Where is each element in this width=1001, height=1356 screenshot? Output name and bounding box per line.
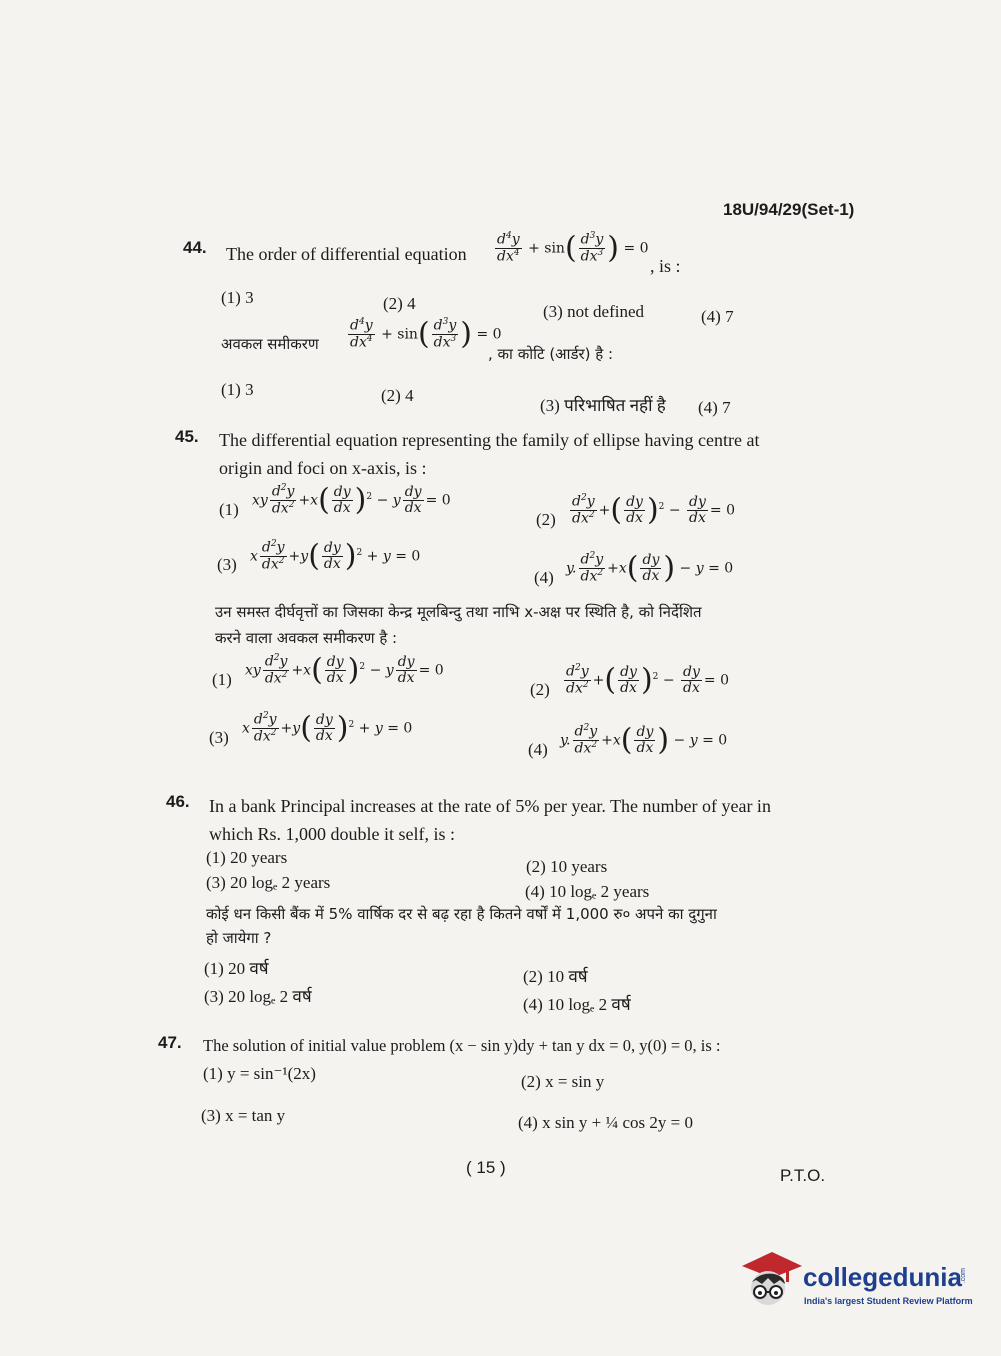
- question-text: The solution of initial value problem (x − sin y)dy + tan y dx = 0, y(0) = 0, is :: [203, 1036, 721, 1055]
- option-1: (1) 3: [221, 288, 254, 307]
- question-text-hindi-line1: उन समस्त दीर्घवृत्तों का जिसका केन्द्र मूलबिन्दु तथा नाभि x-अक्ष पर स्थिति है, को निर्देशित: [215, 603, 702, 621]
- option-3-equation-hindi: x $\frac{d^2y}{dx^2}$ +y( $\frac{dy}{dx}$ )$^2$ + y = 0: [242, 710, 413, 746]
- option-2-hindi: (2) 4: [381, 386, 414, 405]
- option-label-3: (3): [217, 555, 237, 574]
- question-text-line2: which Rs. 1,000 double it self, is :: [209, 824, 455, 844]
- logo-domain: .com: [960, 1268, 967, 1284]
- logo-wordmark: collegedunia: [803, 1262, 962, 1292]
- question-text-line1: In a bank Principal increases at the rate of 5% per year. The number of year in: [209, 796, 771, 816]
- logo-tagline: India's largest Student Review Platform: [804, 1296, 973, 1306]
- option-2-equation: $\frac{d^2y}{dx^2}$ +( $\frac{dy}{dx}$ )$^2$ − $\frac{dy}{dx}$ = 0: [572, 492, 736, 528]
- question-suffix-hindi: , का कोटि (आर्डर) है :: [488, 345, 614, 363]
- paper-code: 18U/94/29(Set-1): [723, 200, 855, 219]
- option-2-hindi: (2) 10 वर्ष: [523, 967, 588, 986]
- option-label-4: (4): [534, 568, 554, 587]
- question-number: 46.: [166, 792, 190, 811]
- option-4: (4) x sin y + ¼ cos 2y = 0: [518, 1113, 693, 1132]
- option-4: (4) 7: [701, 307, 734, 326]
- question-text-hindi-line2: हो जायेगा ?: [206, 929, 272, 947]
- option-4-hindi: (4) 7: [698, 398, 731, 417]
- option-label-2-hindi: (2): [530, 680, 550, 699]
- question-suffix: , is :: [650, 256, 681, 276]
- option-4: (4) 10 logₑ 2 years: [525, 882, 650, 901]
- question-text-line1: The differential equation representing the family of ellipse having centre at: [219, 430, 760, 450]
- question-text-hindi-line1: कोई धन किसी बैंक में 5% वार्षिक दर से बढ़ रहा है कितने वर्षों में 1,000 रु० अपने का दुगुना: [206, 905, 717, 923]
- option-3-equation: x $\frac{d^2y}{dx^2}$ +y( $\frac{dy}{dx}$ )$^2$ + y = 0: [250, 538, 421, 574]
- option-3: (3) 20 logₑ 2 years: [206, 873, 331, 892]
- option-label-4-hindi: (4): [528, 740, 548, 759]
- option-2: (2) x = sin y: [521, 1072, 605, 1091]
- option-label-1-hindi: (1): [212, 670, 232, 689]
- mascot-icon: [740, 1250, 802, 1312]
- option-1-equation-hindi: xy $\frac{d^2y}{dx^2}$ +x( $\frac{dy}{dx}$ )$^2$ − y $\frac{dy}{dx}$ = 0: [245, 652, 444, 688]
- equation-hindi: $\frac{d^4y}{dx^4}$ + sin( $\frac{d^3y}{dx^3}$ ) = 0: [350, 316, 502, 352]
- option-label-3-hindi: (3): [209, 728, 229, 747]
- option-2-equation-hindi: $\frac{d^2y}{dx^2}$ +( $\frac{dy}{dx}$ )$^2$ − $\frac{dy}{dx}$ = 0: [566, 662, 730, 698]
- equation: $\frac{d^4y}{dx^4}$ + sin( $\frac{d^3y}{dx^3}$ ) = 0: [497, 230, 649, 266]
- option-1-hindi: (1) 20 वर्ष: [204, 959, 269, 978]
- option-2: (2) 4: [383, 294, 416, 313]
- option-4-equation-hindi: y. $\frac{d^2y}{dx^2}$ +x( $\frac{dy}{dx}$ ) − y = 0: [560, 722, 728, 758]
- option-4-equation: y. $\frac{d^2y}{dx^2}$ +x( $\frac{dy}{dx}$ ) − y = 0: [566, 550, 734, 586]
- question-text: The order of differential equation: [226, 244, 467, 264]
- option-3: (3) not defined: [543, 302, 645, 321]
- question-text-hindi-line2: करने वाला अवकल समीकरण है :: [215, 629, 398, 647]
- page-number: ( 15 ): [466, 1158, 506, 1177]
- question-number: 44.: [183, 238, 207, 257]
- option-1-hindi: (1) 3: [221, 380, 254, 399]
- pto-label: P.T.O.: [780, 1166, 826, 1185]
- question-text-hindi: अवकल समीकरण: [221, 335, 319, 353]
- option-2: (2) 10 years: [526, 857, 608, 876]
- option-1-equation: xy $\frac{d^2y}{dx^2}$ +x( $\frac{dy}{dx}$ )$^2$ − y $\frac{dy}{dx}$ = 0: [252, 482, 451, 518]
- option-3: (3) x = tan y: [201, 1106, 286, 1125]
- option-1: (1) 20 years: [206, 848, 288, 867]
- option-4-hindi: (4) 10 logₑ 2 वर्ष: [523, 995, 631, 1014]
- option-label-2: (2): [536, 510, 556, 529]
- option-3-hindi: (3) परिभाषित नहीं है: [540, 396, 666, 415]
- question-text-line2: origin and foci on x-axis, is :: [219, 458, 427, 478]
- option-1: (1) y = sin⁻¹(2x): [203, 1064, 316, 1083]
- question-number: 45.: [175, 427, 199, 446]
- question-number: 47.: [158, 1033, 182, 1052]
- option-3-hindi: (3) 20 logₑ 2 वर्ष: [204, 987, 312, 1006]
- option-label-1: (1): [219, 500, 239, 519]
